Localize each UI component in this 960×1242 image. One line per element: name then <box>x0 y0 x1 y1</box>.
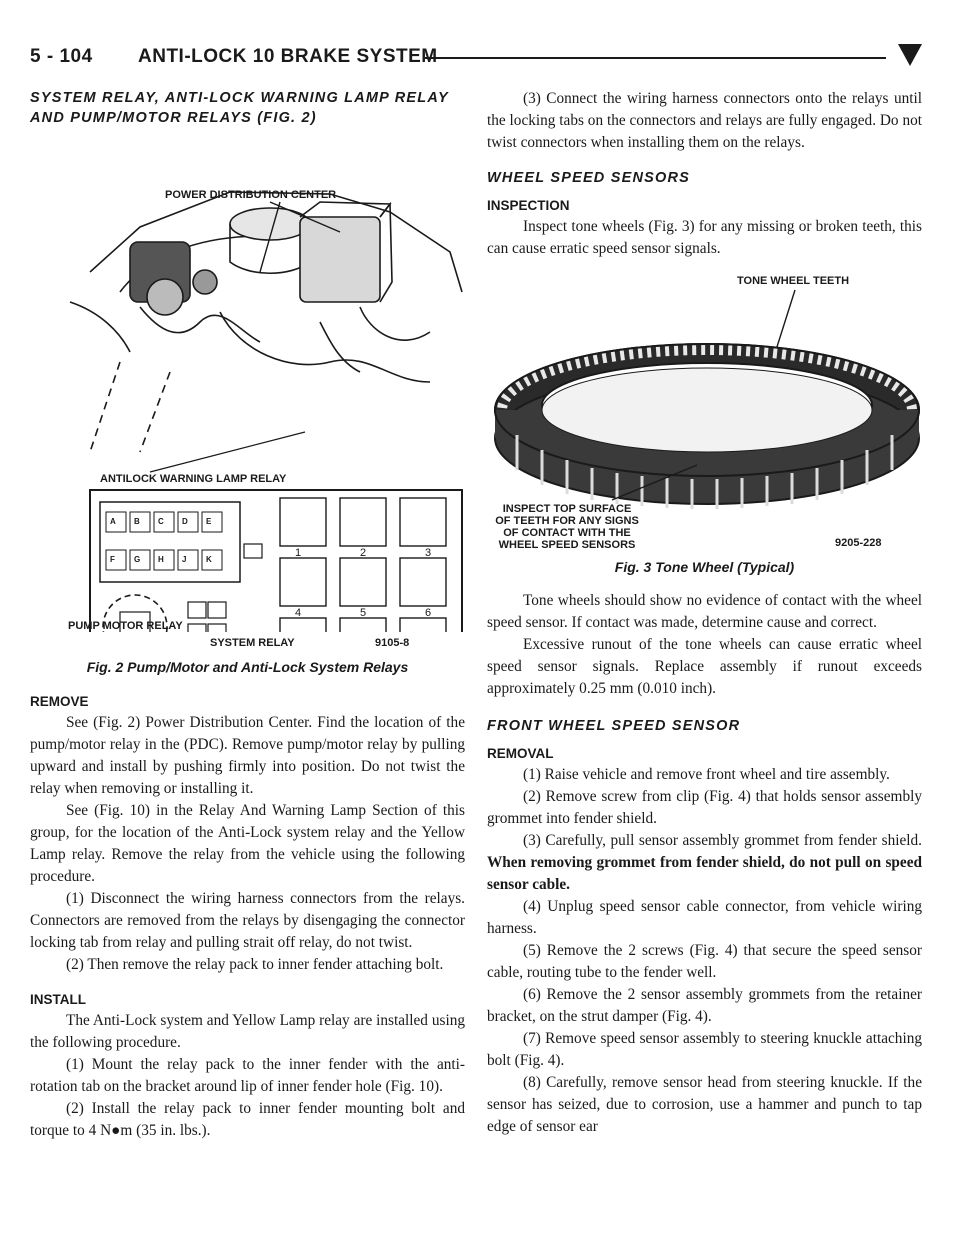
label-fig3-code: 9205-228 <box>835 537 882 549</box>
label-warning-relay: ANTILOCK WARNING LAMP RELAY <box>100 473 287 485</box>
fuse-letter: K <box>206 555 212 564</box>
step: (2) Install the relay pack to inner fender mounting bolt and torque to 4 N●m (35 in. lbs.). <box>30 1100 465 1139</box>
page-header <box>30 38 930 78</box>
heading-install: INSTALL <box>30 992 86 1007</box>
label-tone-wheel-teeth: TONE WHEEL TEETH <box>737 275 850 287</box>
left-column <box>30 88 465 1142</box>
step: (5) Remove the 2 screws (Fig. 4) that secure the speed sensor cable, routing tube to the fender well. <box>487 942 922 981</box>
figure-2-caption: Fig. 2 Pump/Motor and Anti-Lock System Relays <box>86 659 409 675</box>
step: (1) Raise vehicle and remove front wheel and tire assembly. <box>523 766 890 783</box>
fuse-letter: F <box>110 555 115 564</box>
label-fig2-code: 9105-8 <box>375 637 410 649</box>
tone-wheel-diagram <box>487 260 922 550</box>
step: (6) Remove the 2 sensor assembly grommets from the retainer bracket, on the strut damper (Fig. 4). <box>487 986 922 1025</box>
step: (7) Remove speed sensor assembly to steering knuckle attaching bolt (Fig. 4). <box>487 1030 922 1069</box>
paragraph: The Anti-Lock system and Yellow Lamp relay are installed using the following procedure. <box>30 1012 465 1051</box>
tone-wheel-ring <box>495 344 919 509</box>
relay-diagram <box>30 132 465 632</box>
relay-number: 5 <box>360 607 367 619</box>
fuse-letter: A <box>110 517 116 526</box>
fuse-letter: C <box>158 517 164 526</box>
heading-remove: REMOVE <box>30 694 89 709</box>
heading-wheel-speed-sensors: WHEEL SPEED SENSORS <box>487 170 691 186</box>
page-title: ANTI-LOCK 10 BRAKE SYSTEM <box>138 46 438 67</box>
label-inspect-line2: OF TEETH FOR ANY SIGNS <box>495 515 639 527</box>
label-pump-motor-relay: PUMP MOTOR RELAY <box>68 620 183 632</box>
header-rule <box>425 57 886 59</box>
relay-number: 2 <box>360 547 367 559</box>
heading-inspection: INSPECTION <box>487 198 570 213</box>
fuse-letter: B <box>134 517 140 526</box>
section-heading-relays: SYSTEM RELAY, ANTI-LOCK WARNING LAMP RELAY AND PUMP/MOTOR RELAYS (FIG. 2) <box>30 90 449 126</box>
triangle-marker-icon <box>898 44 922 66</box>
fuse-letter: J <box>182 555 187 564</box>
page-number: 5 - 104 <box>30 46 93 67</box>
fuse-letter: E <box>206 517 212 526</box>
warning-text: When removing grommet from fender shield, do not pull on speed sensor cable. <box>487 854 922 893</box>
relay-number: 4 <box>295 607 302 619</box>
step-text: (3) Carefully, pull sensor assembly grommet from fender shield. <box>523 832 922 849</box>
relay-number: 3 <box>425 547 432 559</box>
step: (3) Connect the wiring harness connectors onto the relays until the locking tabs on the connectors and relays are fully engaged. Do not twist connectors when installing them on the relays. <box>487 90 922 151</box>
paragraph: Tone wheels should show no evidence of contact with the wheel speed sensor. If contact was made, determine cause and correct. <box>487 592 922 631</box>
label-inspect-line1: INSPECT TOP SURFACE <box>502 503 632 515</box>
heading-removal: REMOVAL <box>487 746 554 761</box>
figure-2 <box>30 132 465 650</box>
paragraph: Inspect tone wheels (Fig. 3) for any missing or broken teeth, this can cause erratic speed sensor signals. <box>487 218 922 257</box>
step: (8) Carefully, remove sensor head from steering knuckle. If the sensor has seized, due to corrosion, use a hammer and punch to tap edge of sensor ear <box>487 1074 922 1135</box>
relay-number: 1 <box>295 547 302 559</box>
step: (4) Unplug speed sensor cable connector, from vehicle wiring harness. <box>487 898 922 937</box>
figure-3 <box>487 260 922 550</box>
engine-bay-illustration <box>70 192 462 452</box>
paragraph: See (Fig. 10) in the Relay And Warning Lamp Section of this group, for the location of the Anti-Lock system relay and the Yellow Lamp relay. Remove the relay from the vehicle using the following procedure. <box>30 802 465 885</box>
step: (2) Then remove the relay pack to inner fender attaching bolt. <box>66 956 444 973</box>
label-inspect-line4: WHEEL SPEED SENSORS <box>498 539 636 550</box>
label-system-relay: SYSTEM RELAY <box>210 637 295 649</box>
relay-number: 6 <box>425 607 432 619</box>
paragraph: Excessive runout of the tone wheels can cause erratic wheel speed sensor signals. Replace assembly if runout exceeds approximately 0.25 mm (0.010 inch). <box>487 636 922 697</box>
label-pdc: POWER DISTRIBUTION CENTER <box>165 189 337 201</box>
fuse-letter: H <box>158 555 164 564</box>
figure-3-caption: Fig. 3 Tone Wheel (Typical) <box>614 559 795 575</box>
step <box>487 830 922 896</box>
paragraph: See (Fig. 2) Power Distribution Center. Find the location of the pump/motor relay in the (PDC). Remove pump/motor relay by pulling upward and install by pushing firmly into position. Do not twist the relay when removing or installing it. <box>30 714 465 797</box>
fuse-letter: G <box>134 555 141 564</box>
step: (1) Disconnect the wiring harness connectors from the relays. Connectors are removed from the relays by disengaging the connector locking tab from relay and pulling strait off relay, do not twist. <box>30 890 465 951</box>
right-column <box>487 88 922 1138</box>
step: (1) Mount the relay pack to the inner fender with the anti-rotation tab on the bracket around lip of inner fender hole (Fig. 10). <box>30 1056 465 1095</box>
heading-front-wheel-speed-sensor: FRONT WHEEL SPEED SENSOR <box>487 718 741 734</box>
fuse-letter: D <box>182 517 188 526</box>
figure-2-bottom-labels <box>30 632 465 650</box>
step: (2) Remove screw from clip (Fig. 4) that holds sensor assembly grommet into fender shield. <box>487 788 922 827</box>
label-inspect-line3: OF CONTACT WITH THE <box>503 527 631 539</box>
